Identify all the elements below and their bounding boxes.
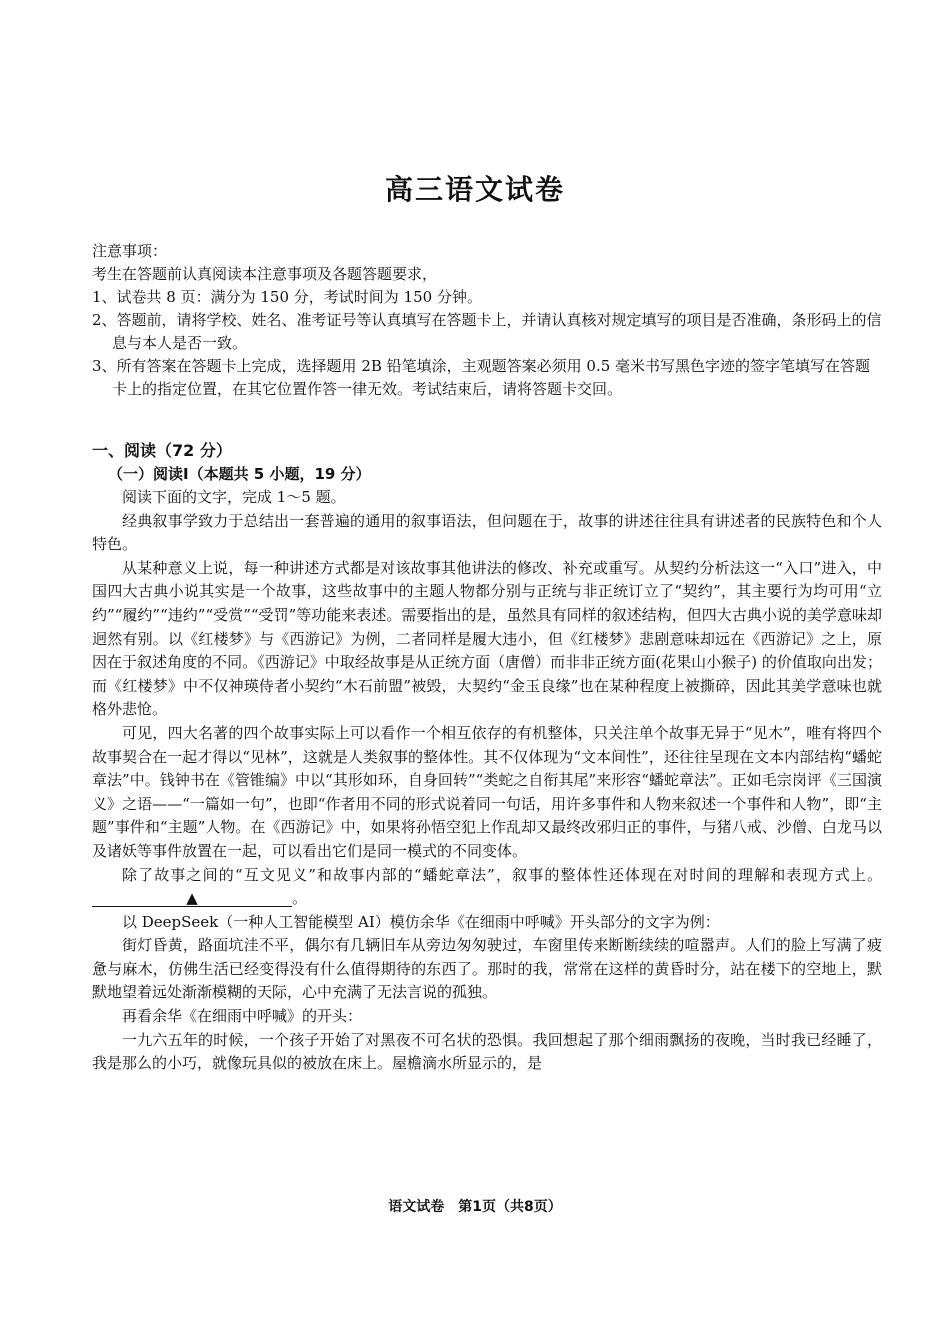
page-footer: 语文试卷 第1页（共8页）: [388, 1199, 562, 1215]
blank-triangle-mark: ▲: [186, 889, 198, 908]
original-excerpt: 一九六五年的时候，一个孩子开始了对黑夜不可名状的恐惧。我回想起了那个细雨飘扬的夜晚，当时我已经睡了，我是那么的小巧，就像玩具似的被放在床上。屋檐滴水所显示的，是: [92, 1030, 882, 1073]
paragraph-4-text: 除了故事之间的“互文见义”和故事内部的“蟠蛇章法”，叙事的整体性还体现在对时间的理解和表现方式上。: [122, 865, 882, 884]
paragraph-4-end: 。: [292, 889, 308, 908]
exam-notice: [92, 240, 882, 401]
reading-section: [92, 440, 882, 1076]
passage-paragraph-3: 可见，四大名著的四个故事实际上可以看作一个相互依存的有机整体，只关注单个故事无异于“见木”，唯有将四个故事契合在一起才得以“见林”，这就是人类叙事的整体性。其不仅体现为“文本间性”，还往往呈现在文本内部结构“蟠蛇章法”中。钱钟书在《管锥编》中以“其形如环，自身回转”“类蛇之自衔其尾”来形容“蟠蛇章法”。正如毛宗岗评《三国演义》之语——“一篇如一句”，也即“作者用不同的形式说着同一句话，用许多事件和人物来叙述一个事件和人物”，即“主题”事件和“主题”人物。在《西游记》中，如果将孙悟空犯上作乱却又最终改邪归正的事件，与猪八戒、沙僧、白龙马以及诸妖等事件放置在一起，可以看出它们是同一模式的不同变体。: [92, 723, 882, 860]
passage-paragraph-1: 经典叙事学致力于总结出一套普遍的通用的叙事语法，但问题在于，故事的讲述往往具有讲述者的民族特色和个人特色。: [92, 511, 882, 554]
passage-paragraph-2: 从某种意义上说，每一种讲述方式都是对该故事其他讲法的修改、补充或重写。从契约分析法这一“入口”进入，中国四大古典小说其实是一个故事，这些故事中的主题人物都分别与正统与非正统订立了“契约”，其主要行为均可用“立约”“履约”“违约”“受赏”“受罚”等功能来表述。需要指出的是，虽然具有同样的叙述结构，但四大古典小说的美学意味却迥然有别。以《红楼梦》与《西游记》为例，二者同样是履大违小，但《红楼梦》悲剧意味却远在《西游记》之上，原因在于叙述角度的不同。《西游记》中取经故事是从正统方面（唐僧）而非非正统方面(花果山小猴子) 的价值取向出发；而《红楼梦》中不仅神瑛侍者小契约“木石前盟”被毁，大契约“金玉良缘”也在某种程度上被撕碎，因此其美学意味也就格外悲怆。: [92, 558, 882, 719]
notice-heading: 注意事项：: [92, 242, 168, 260]
page-title: 高三语文试卷: [384, 173, 565, 206]
answer-blank: [92, 890, 292, 907]
notice-intro: 考生在答题前认真阅读本注意事项及各题答题要求，: [92, 265, 438, 283]
notice-item-1: 1、试卷共 8 页：满分为 150 分，考试时间为 150 分钟。: [92, 288, 482, 306]
notice-item-2: 2、答题前，请将学校、姓名、准考证号等认真填写在答题卡上，并请认真核对规定填写的项目是否准确，条形码上的信息与本人是否一致。: [92, 311, 882, 352]
passage-instruction: 阅读下面的文字，完成 1～5 题。: [122, 488, 346, 506]
passage-paragraph-4: [92, 864, 882, 911]
ai-imitation-excerpt: 街灯昏黄，路面坑洼不平，偶尔有几辆旧车从旁边匆匆驶过，车窗里传来断断续续的喧嚣声。人们的脸上写满了疲惫与麻木，仿佛生活已经变得没有什么值得期待的东西了。那时的我，常常在这样的黄昏时分，站在楼下的空地上，默默地望着远处渐渐模糊的天际，心中充满了无法言说的孤独。: [92, 936, 882, 1002]
section-heading: 一、阅读（72 分）: [92, 441, 232, 460]
passage-paragraph-5: 以 DeepSeek（一种人工智能模型 AI）模仿余华《在细雨中呼喊》开头部分的文字为例：: [122, 912, 720, 931]
section-subheading: （一）阅读Ⅰ（本题共 5 小题，19 分）: [108, 465, 371, 483]
reading-passage: [92, 486, 882, 1076]
notice-item-3: 3、所有答案在答题卡上完成，选择题用 2B 铅笔填涂，主观题答案必须用 0.5 毫米书写黑色字迹的签字笔填写在答题卡上的指定位置，在其它位置作答一律无效。考试结束后，请将答题卡交回。: [92, 357, 871, 398]
passage-paragraph-7: 再看余华《在细雨中呼喊》的开头：: [122, 1007, 363, 1026]
